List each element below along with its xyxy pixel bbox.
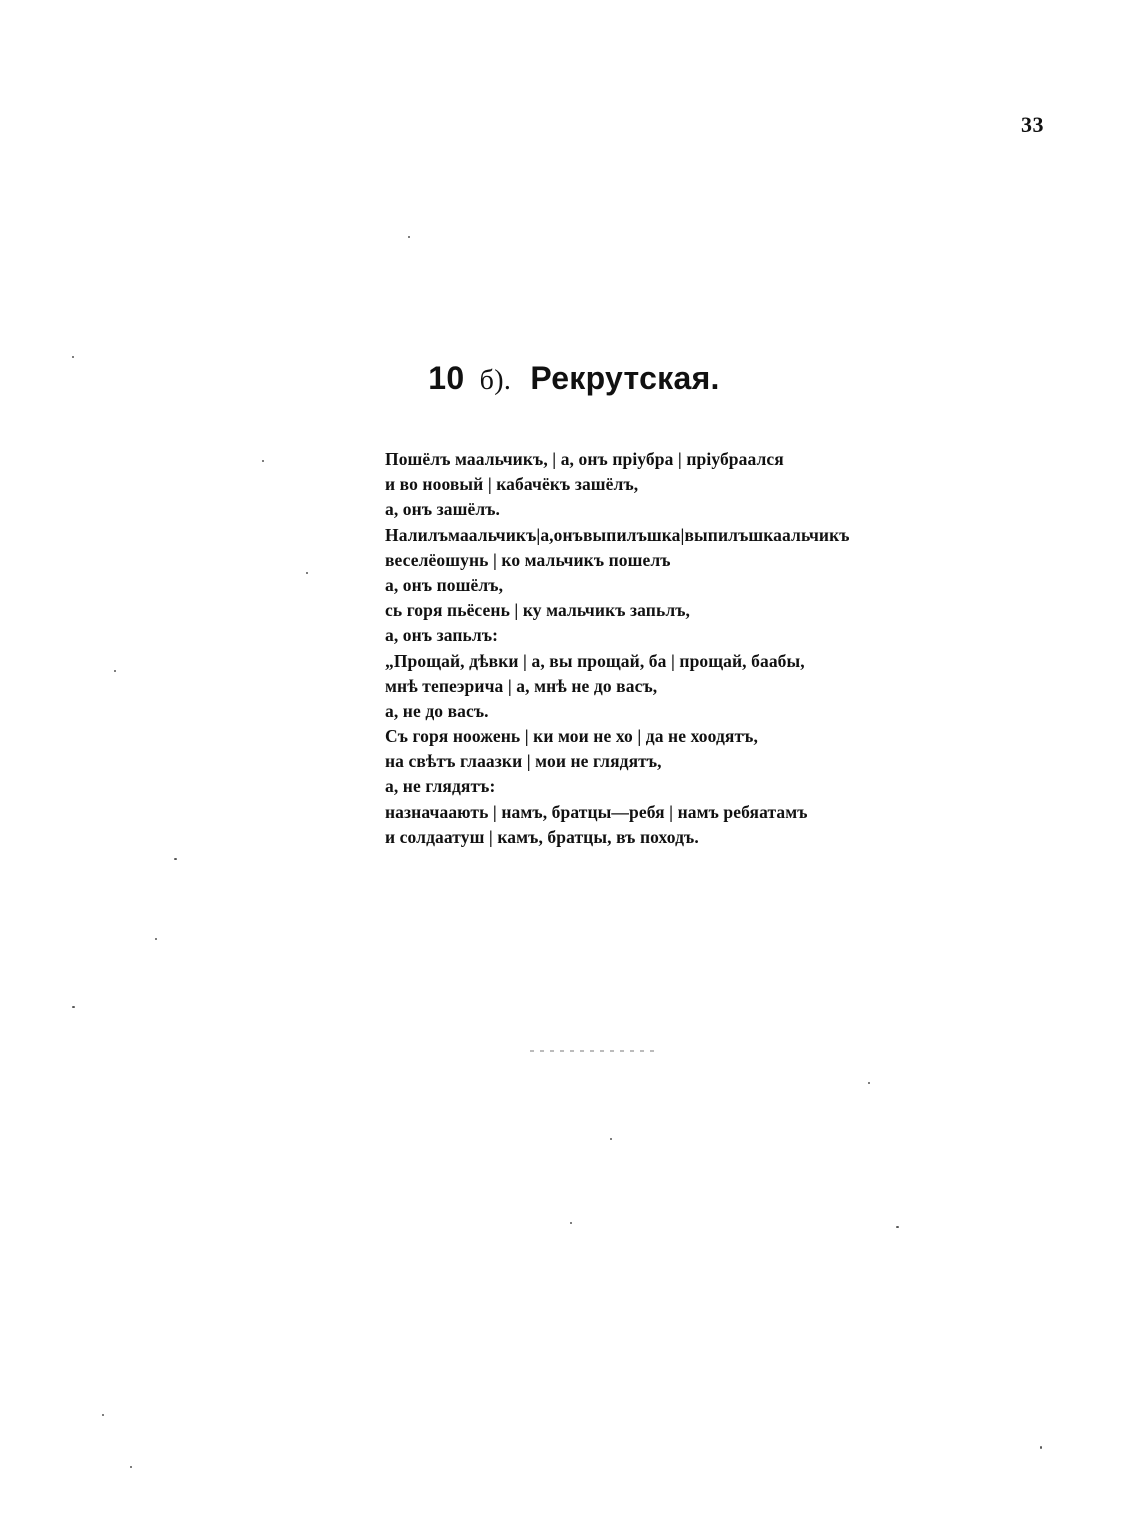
scan-speck: [896, 1226, 899, 1228]
verse-line: и во ноовый | кабачёкъ зашёлъ,: [385, 474, 639, 495]
verse-line: „Прощай, дѣвки | а, вы прощай, ба | прощай, баабы,: [385, 650, 805, 671]
scan-speck: [72, 356, 74, 358]
scan-speck: [868, 1082, 870, 1084]
verse-line: и солдаатуш | камъ, братцы, въ походъ.: [385, 826, 699, 847]
verse-line: а, онъ запьлъ:: [385, 625, 499, 646]
scan-speck: [102, 1414, 104, 1416]
verse-line: а, не до васъ.: [385, 700, 489, 721]
verse-text: [385, 447, 905, 850]
title-number: 10: [428, 360, 465, 396]
verse-line: сь горя пьёсень | ку мальчикъ запьлъ,: [385, 600, 691, 621]
scan-speck: [155, 938, 157, 940]
scan-speck: [262, 460, 264, 462]
verse-line: а, не глядятъ:: [385, 776, 496, 797]
verse-line: а, онъ зашёлъ.: [385, 499, 501, 520]
faint-rule: [530, 1050, 660, 1052]
scan-speck: [72, 1006, 75, 1008]
verse-line: назначаають | намъ, братцы—ребя | намъ ребяатамъ: [385, 801, 808, 822]
scan-speck: [408, 236, 410, 238]
scan-speck: [114, 670, 116, 672]
poem-title: [0, 360, 1140, 397]
scan-speck: [174, 858, 177, 860]
verse-line: а, онъ пошёлъ,: [385, 574, 504, 595]
verse-line: на свѣтъ глаазки | мои не глядятъ,: [385, 751, 662, 772]
verse-line: Съ горя ноожень | ки мои не хо | да не хоодятъ,: [385, 726, 758, 747]
title-subnumber: б).: [479, 365, 512, 396]
verse-line: мнѣ тепеэрича | а, мнѣ не до васъ,: [385, 675, 658, 696]
page-number: 33: [1021, 112, 1044, 137]
verse-line: Налилъмаальчикъ|а,онъвыпилъшка|выпилъшкаальчикъ: [385, 524, 850, 545]
verse-line: Пошёлъ маальчикъ, | а, онъ прiубра | прiубраался: [385, 449, 784, 469]
title-text: Рекрутская.: [530, 360, 720, 396]
scan-speck: [1040, 1446, 1042, 1449]
scan-speck: [610, 1138, 612, 1140]
scan-speck: [130, 1466, 132, 1468]
scan-speck: [570, 1222, 572, 1224]
verse-line: веселёошунь | ко мальчикъ пошелъ: [385, 549, 671, 570]
scan-speck: [306, 572, 308, 574]
